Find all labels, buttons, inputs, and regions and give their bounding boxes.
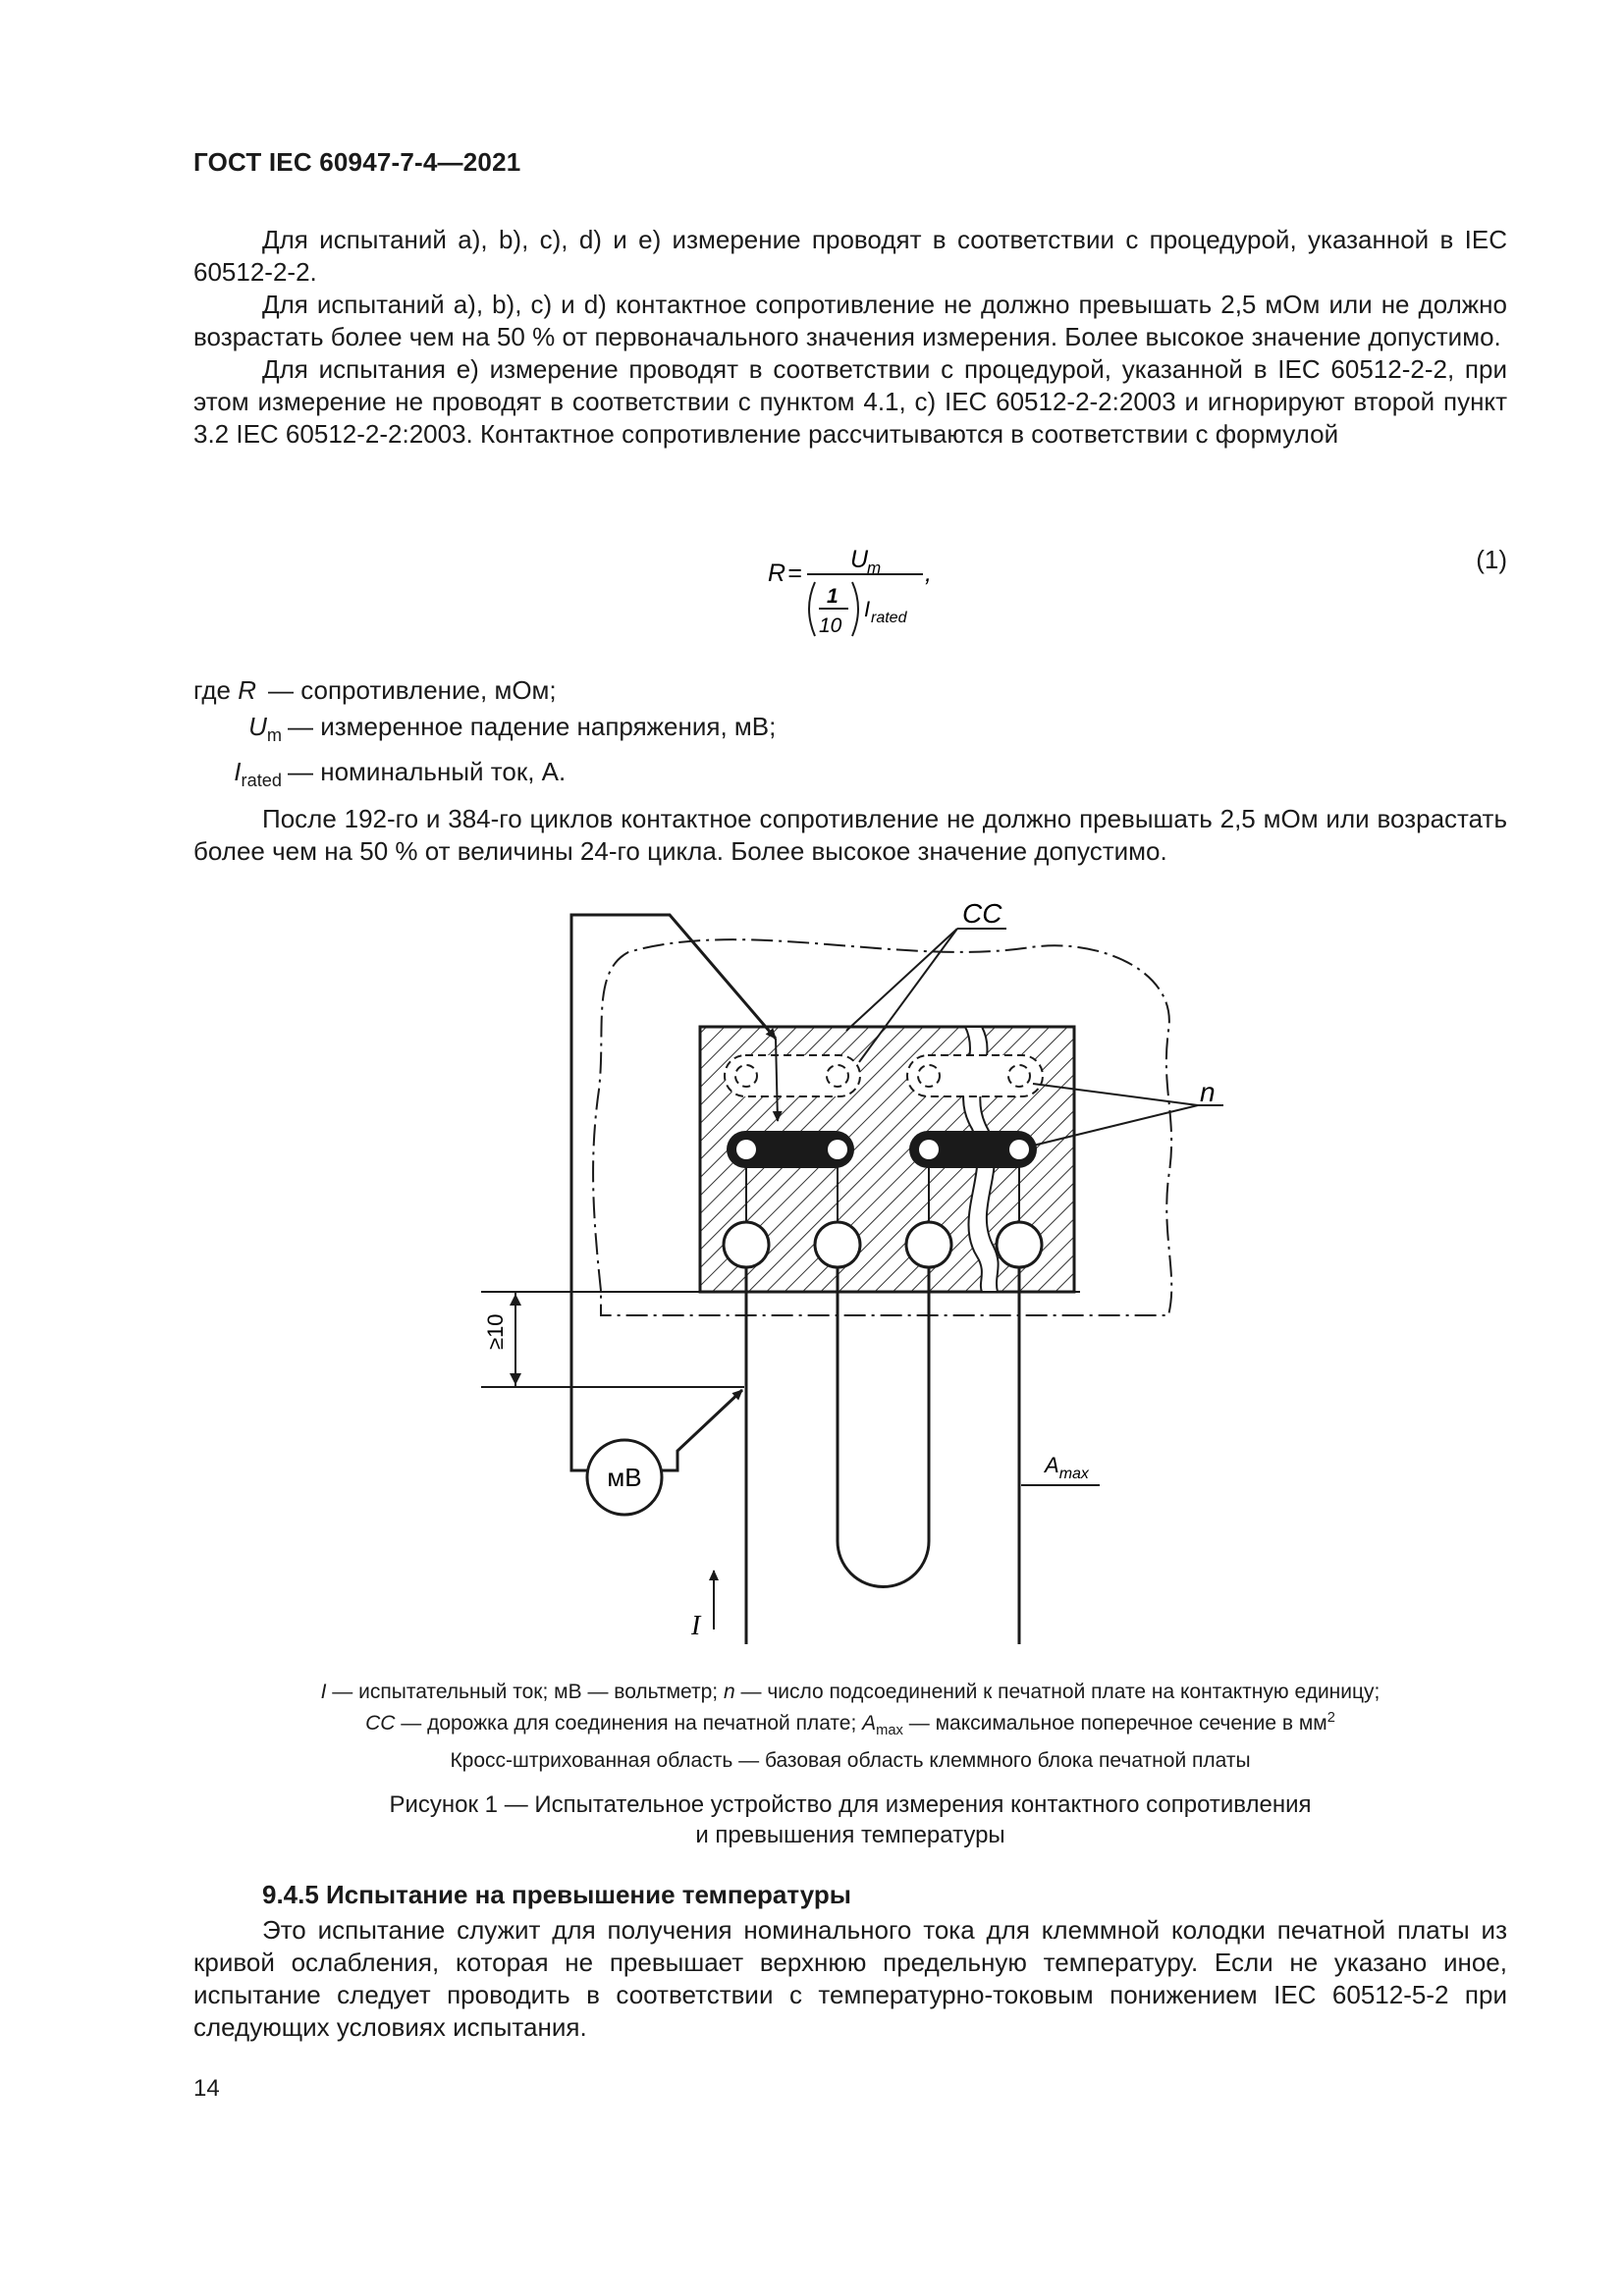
dimension-label: ≥10: [483, 1313, 508, 1350]
intro-text: [193, 224, 1507, 451]
legend-lead: где R: [193, 675, 256, 705]
paragraph-1: Для испытаний a), b), c), d) и e) измерение проводят в соответствии с процедурой, указанной в IEC 60512-2-2.: [193, 225, 1507, 287]
formula-right-paren: [852, 582, 858, 636]
section-heading: 9.4.5 Испытание на превышение температуры: [262, 1880, 851, 1909]
conductors: [746, 1267, 1019, 1644]
formula-den-sub: rated: [871, 610, 907, 626]
figure-notes: [193, 1679, 1507, 1744]
section-text: [193, 1914, 1507, 2044]
legend-desc: — номинальный ток, А.: [288, 757, 567, 787]
current-label: I: [691, 1611, 701, 1641]
figure-note-line-1: I — испытательный ток; мВ — вольтметр; n — число подсоединений к печатной плате на контактную единицу;: [320, 1681, 1380, 1703]
voltmeter-label: мВ: [607, 1463, 642, 1492]
legend-symbol: $U_m$: [248, 712, 282, 746]
paragraph-4: После 192-го и 384-го циклов контактное сопротивление не должно превышать 2,5 мОм или возрастать более чем на 50 % от величины 24-го цикла. Более высокое значение допустимо.: [193, 804, 1507, 866]
after-cycles-text: [193, 803, 1507, 868]
formula-frac-num: 1: [827, 585, 839, 608]
page-number: 14: [193, 2075, 220, 2102]
voltmeter-lead-2: [664, 1390, 742, 1470]
formula-trailing-comma: ,: [925, 560, 932, 587]
n-label: n: [1200, 1077, 1216, 1107]
test-device-diagram: [481, 893, 1216, 1649]
legend-row: [193, 672, 776, 709]
paragraph-2: Для испытаний a), b), c) и d) контактное сопротивление не должно превышать 2,5 мОм или не должно возрастать более чем на 50 % от первоначального значения измерения. Более высокое значение допустимо.: [193, 290, 1507, 351]
legend-desc: — сопротивление, мОм;: [267, 675, 557, 705]
amax-label: $A_{max}$: [1045, 1453, 1089, 1482]
formula-legend: [193, 672, 776, 799]
legend-desc: — измеренное падение напряжения, мВ;: [288, 712, 777, 741]
formula-1: [756, 538, 952, 646]
equation-number: (1): [1476, 545, 1507, 574]
formula-left-paren: [809, 582, 815, 636]
cc-label: CC: [962, 898, 1002, 929]
section-paragraph: Это испытание служит для получения номинального тока для клеммной колодки печатной платы из кривой ослабления, которая не превышает верхнюю предельную температуру. Если не указано иное, испытание следует проводить в соответствии с температурно-токовым понижением IEC 60512-5-2 при следующих условиях испытания.: [193, 1915, 1507, 2042]
formula-lhs: R: [768, 560, 786, 587]
figure-title: Рисунок 1 — Испытательное устройство для измерения контактного сопротивления и превышения температуры: [389, 1791, 1312, 1848]
formula-eq: =: [787, 560, 802, 587]
legend-row: [193, 754, 776, 799]
figure-note-line-2: CC — дорожка для соединения на печатной плате; $A_{max}$ — максимальное поперечное сечение в $мм^2$: [365, 1710, 1335, 1739]
paragraph-3: Для испытания e) измерение проводят в соответствии с процедурой, указанной в IEC 60512-2-2, при этом измерение не проводят в соответствии с пунктом 4.1, c) IEC 60512-2-2:2003 и игнорируют второй пункт 3.2 IEC 60512-2-2:2003. Контактное сопротивление рассчитываются в соответствии с формулой: [193, 354, 1507, 449]
formula-num-sub: m: [867, 559, 882, 577]
document-header: ГОСТ IEC 60947-7-4—2021: [193, 147, 521, 177]
formula-frac-den: 10: [819, 614, 842, 637]
figure-hatch-note: Кросс-штрихованная область — базовая область клеммного блока печатной платы: [450, 1749, 1251, 1772]
formula-num-symbol: U: [850, 546, 869, 573]
legend-row: [193, 709, 776, 754]
legend-symbol: $I_{rated}$: [234, 757, 282, 791]
formula-den-symbol: I: [864, 597, 871, 621]
